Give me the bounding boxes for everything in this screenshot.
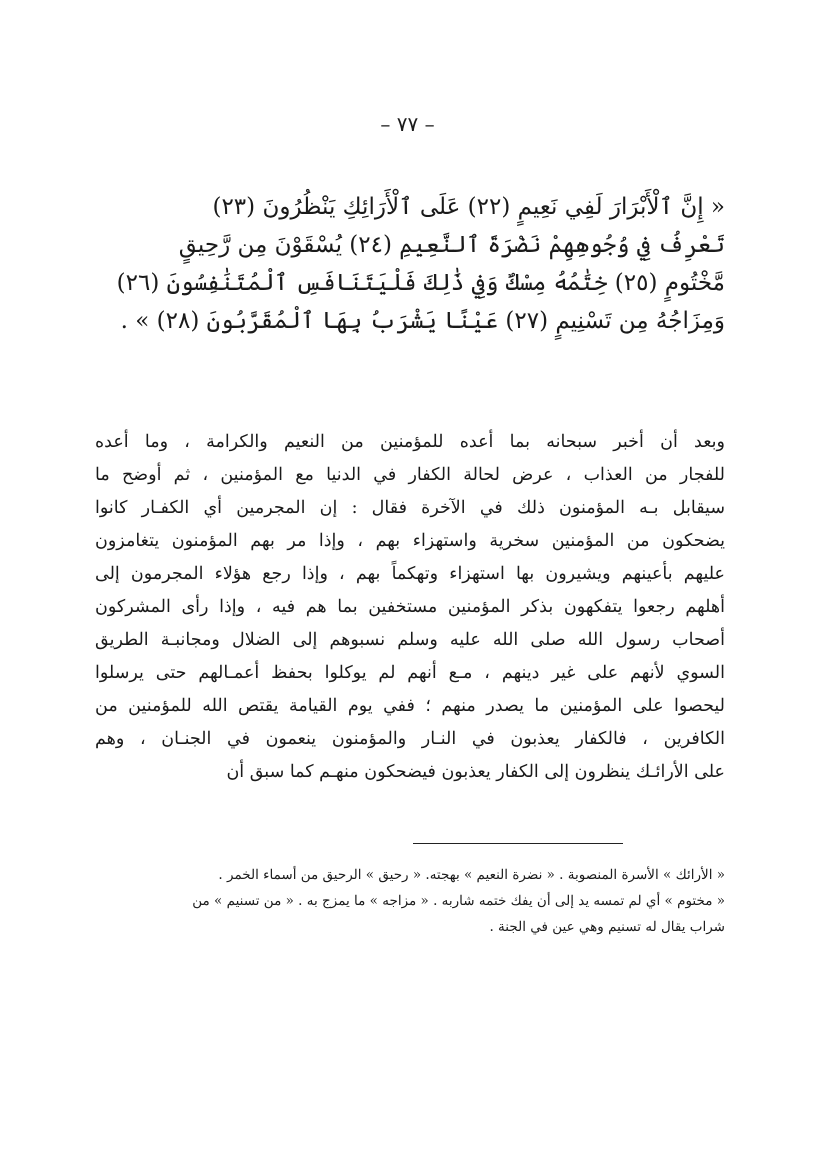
footnote-line: شراب يقال له تسنيم وهي عين في الجنة .: [489, 919, 725, 935]
page-number: – ٧٧ –: [380, 112, 435, 136]
paragraph-line: للفجار من العذاب ، عرض لحالة الكفار في الدنيا مع المؤمنين ، ثم أوضح ما: [95, 465, 725, 485]
paragraph-line: وبعد أن أخبر سبحانه بما أعده للمؤمنين من النعيم والكرامة ، وما أعده: [95, 432, 725, 452]
verse-line: مَّخْتُومٍ (٢٥) خِتَٰمُهُ مِسْكٌ وَفِي ذَٰلِكَ فَلْيَتَنَافَسِ ٱلْمُتَنَٰفِسُونَ (٢٦): [116, 270, 725, 296]
commentary-paragraph: [95, 426, 725, 789]
verse-line: وَمِزَاجُهُ مِن تَسْنِيمٍ (٢٧) عَيْنًا يَشْرَبُ بِهَا ٱلْمُقَرَّبُونَ (٢٨) » .: [120, 308, 725, 334]
footnote-line: « الأرائك » الأسرة المنصوبة . « نضرة النعيم » بهجته. « رحيق » الرحيق من أسماء الخمر .: [218, 867, 725, 883]
paragraph-line: السوي لأنهم على غير دينهم ، مـع أنهم لم يوكلوا بحفظ أعمـالهم حتى يرسلوا: [95, 663, 725, 683]
footnotes: [95, 862, 725, 940]
verse-line: « إِنَّ ٱلْأَبْرَارَ لَفِي نَعِيمٍ (٢٢) عَلَى ٱلْأَرَائِكِ يَنْظُرُونَ (٢٣): [212, 194, 725, 220]
paragraph-line: يضحكون من المؤمنين سخرية واستهزاء بهم ، وإذا مر بهم المؤمنون يتغامزون: [95, 531, 725, 551]
verse-line: تَعْرِفُ فِي وُجُوهِهِمْ نَضْرَةَ ٱلنَّعِيمِ (٢٤) يُسْقَوْنَ مِن رَّحِيقٍ: [178, 232, 725, 258]
paragraph-line: على الأرائـك ينظرون إلى الكفار يعذبون فيضحكون منهـم كما سبق أن: [226, 762, 725, 782]
paragraph-line: سيقابل بـه المؤمنون ذلك في الآخرة فقال : إن المجرمين أي الكفـار كانوا: [95, 498, 725, 518]
paragraph-line: أصحاب رسول الله صلى الله عليه وسلم نسبوهم إلى الضلال ومجانبـة الطريق: [95, 630, 725, 650]
footnote-divider: [413, 843, 623, 844]
paragraph-line: ليحصوا على المؤمنين ما يصدر منهم ؛ ففي يوم القيامة يقتص الله للمؤمنين من: [95, 696, 725, 716]
quran-verses: [95, 188, 725, 340]
paragraph-line: الكافرين ، فالكفار يعذبون في النـار والمؤمنون ينعمون في الجنـان ، وهم: [95, 729, 725, 749]
paragraph-line: أهلهم رجعوا يتفكهون بذكر المؤمنين مستخفين بما هم فيه ، وإذا رأى المشركون: [95, 597, 725, 617]
paragraph-line: عليهم بأعينهم ويشيرون بها استهزاء وتهكماً بهم ، وإذا رجع هؤلاء المجرمون إلى: [95, 564, 725, 584]
footnote-line: « مختوم » أي لم تمسه يد إلى أن يفك ختمه شاربه . « مزاجه » ما يمزج به . « من تسنيم » من: [192, 893, 725, 909]
